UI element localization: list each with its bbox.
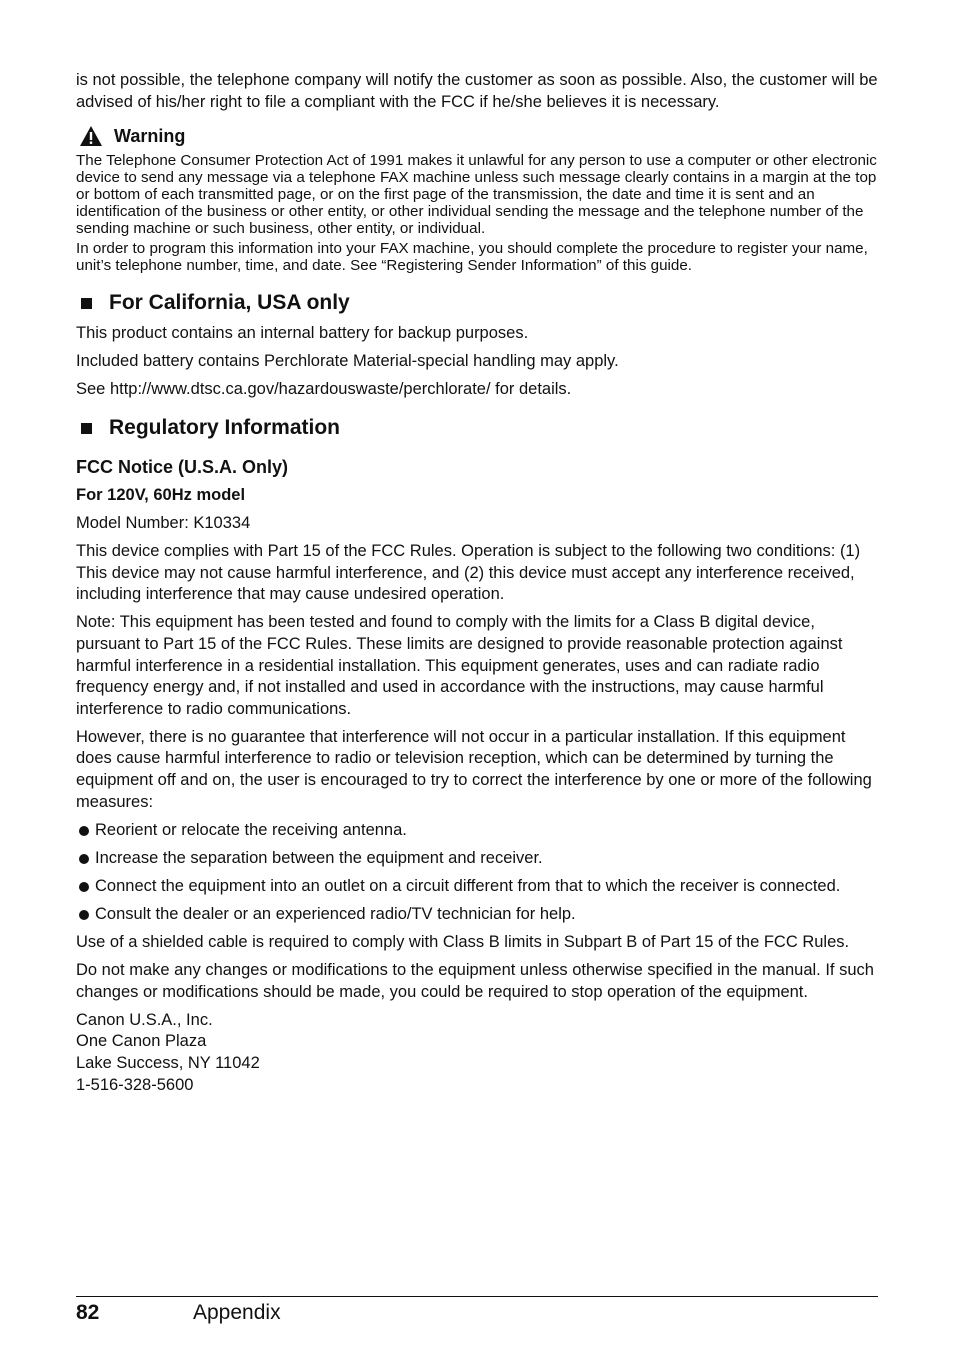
page-footer [76,1296,878,1337]
fcc-notice-heading: FCC Notice (U.S.A. Only) [76,457,289,478]
model-heading: For 120V, 60Hz model [76,486,246,505]
page-content [76,70,878,1096]
address-line: Canon U.S.A., Inc. [76,1010,213,1029]
list-item: Reorient or relocate the receiving antenna. [76,820,878,842]
intro-paragraph: is not possible, the telephone company will notify the customer as soon as possible. Also, the customer will be advised of his/her right to file a compliant with the FCC if he/she believes it is necessary. [76,71,878,111]
square-bullet-icon [81,298,92,309]
section-heading-text: For California, USA only [109,291,350,315]
section-heading-california [76,290,878,316]
warning-paragraph: The Telephone Consumer Protection Act of 1991 makes it unlawful for any person to use a computer or other electronic device to send any message via a telephone FAX machine unless such message clearly contains in a margin at the top or bottom of each transmitted page, or on the first page of the transmission, the date and time it is sent and an identification of the business or other entity, or other individual sending the message and the telephone number of the sending machine or such business, other entity, or individual. [76,152,877,238]
model-number: Model Number: K10334 [76,513,251,532]
regulatory-paragraph: Use of a shielded cable is required to comply with Class B limits in Subpart B of Part 15 of the FCC Rules. [76,933,850,952]
regulatory-paragraph: Do not make any changes or modifications to the equipment unless otherwise specified in the manual. If such changes or modifications should be made, you could be required to stop operation of the equipment. [76,961,874,1001]
section-heading-regulatory [76,415,878,441]
footer-section-label: Appendix [193,1301,281,1324]
california-paragraph: See http://www.dtsc.ca.gov/hazardouswaste/perchlorate/ for details. [76,379,572,398]
bullet-dot-icon [79,910,89,920]
page-number: 82 [76,1301,100,1324]
square-bullet-icon [81,423,92,434]
list-item: Connect the equipment into an outlet on a circuit different from that to which the receiver is connected. [76,876,878,898]
bullet-dot-icon [79,882,89,892]
warning-paragraph: In order to program this information into your FAX machine, you should complete the procedure to register your name, unit’s telephone number, time, and date. See “Registering Sender Information” of this guide. [76,240,868,275]
address-line: Lake Success, NY 11042 [76,1054,260,1073]
address-phone: 1-516-328-5600 [76,1075,194,1094]
bullet-dot-icon [79,826,89,836]
list-item: Increase the separation between the equipment and receiver. [76,848,878,870]
warning-title: Warning [114,125,186,146]
california-paragraph: Included battery contains Perchlorate Material-special handling may apply. [76,351,619,370]
regulatory-paragraph: Note: This equipment has been tested and found to comply with the limits for a Class B digital device, pursuant to Part 15 of the FCC Rules. These limits are designed to provide reasonable protection against harmful interference in a residential installation. This equipment generates, uses and can radiate radio frequency energy and, if not installed and used in accordance with the instructions, may cause harmful interference to radio communications. [76,613,843,718]
california-paragraph: This product contains an internal battery for backup purposes. [76,323,529,342]
warning-triangle-icon [79,125,103,147]
warning-header [76,124,878,148]
regulatory-paragraph: However, there is no guarantee that interference will not occur in a particular installation. If this equipment does cause harmful interference to radio or television reception, which can be determined by turning the equipment off and on, the user is encouraged to try to correct the interference by one or more of the following measures: [76,727,872,811]
section-heading-text: Regulatory Information [109,416,341,440]
canon-address [76,1010,878,1096]
bullet-dot-icon [79,854,89,864]
list-item: Consult the dealer or an experienced radio/TV technician for help. [76,904,878,926]
regulatory-paragraph: This device complies with Part 15 of the FCC Rules. Operation is subject to the following two conditions: (1) This device may not cause harmful interference, and (2) this device must accept any interference received, including interference that may cause undesired operation. [76,542,861,604]
measures-list [76,820,878,926]
address-line: One Canon Plaza [76,1032,207,1051]
